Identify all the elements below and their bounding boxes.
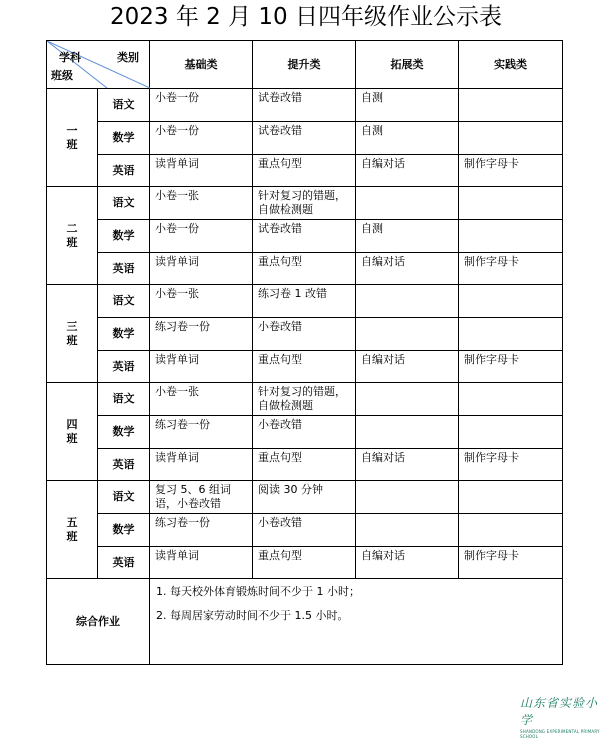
homework-cell-extension (356, 285, 459, 318)
homework-cell-extension (356, 416, 459, 449)
homework-cell-basic: 读背单词 (150, 155, 253, 187)
homework-cell-advanced: 重点句型 (253, 547, 356, 579)
general-note: 2. 每周居家劳动时间不少于 1.5 小时。 (156, 609, 349, 622)
homework-cell-practice (459, 514, 563, 547)
homework-cell-advanced: 小卷改错 (253, 318, 356, 351)
homework-cell-basic: 小卷一份 (150, 89, 253, 122)
homework-cell-practice: 制作字母卡 (459, 449, 563, 481)
general-homework-row (47, 579, 563, 665)
table-row (47, 547, 563, 579)
homework-cell-practice (459, 89, 563, 122)
homework-cell-practice (459, 481, 563, 514)
logo-subtitle: SHANDONG EXPERIMENTAL PRIMARY SCHOOL (520, 729, 600, 739)
homework-cell-extension: 自编对话 (356, 253, 459, 285)
table-row (47, 253, 563, 285)
homework-cell-advanced: 针对复习的错题，自做检测题 (253, 187, 356, 220)
homework-cell-practice: 制作字母卡 (459, 351, 563, 383)
homework-cell-practice: 制作字母卡 (459, 253, 563, 285)
homework-table (46, 40, 563, 665)
homework-cell-basic: 小卷一份 (150, 220, 253, 253)
homework-cell-practice: 制作字母卡 (459, 155, 563, 187)
class-name-cell: 五 班 (47, 481, 98, 579)
homework-cell-extension: 自编对话 (356, 547, 459, 579)
homework-cell-basic: 练习卷一份 (150, 514, 253, 547)
table-row (47, 220, 563, 253)
homework-cell-advanced: 阅读 30 分钟 (253, 481, 356, 514)
homework-cell-basic: 复习 5、6 组词语，小卷改错 (150, 481, 253, 514)
column-header-advanced: 提升类 (253, 41, 356, 89)
column-header-practice: 实践类 (459, 41, 563, 89)
column-header-extension: 拓展类 (356, 41, 459, 89)
homework-cell-practice: 制作字母卡 (459, 547, 563, 579)
homework-cell-extension (356, 514, 459, 547)
homework-cell-extension: 自测 (356, 89, 459, 122)
homework-cell-basic: 小卷一张 (150, 285, 253, 318)
homework-cell-extension (356, 383, 459, 416)
homework-cell-advanced: 试卷改错 (253, 122, 356, 155)
homework-cell-practice (459, 416, 563, 449)
homework-cell-basic: 小卷一份 (150, 122, 253, 155)
homework-cell-practice (459, 383, 563, 416)
class-name-cell: 一 班 (47, 89, 98, 187)
table-row (47, 187, 563, 220)
table-row (47, 155, 563, 187)
homework-cell-basic: 小卷一张 (150, 187, 253, 220)
table-row (47, 481, 563, 514)
subject-cell: 英语 (98, 351, 150, 383)
homework-cell-advanced: 小卷改错 (253, 514, 356, 547)
subject-cell: 数学 (98, 318, 150, 351)
school-logo (520, 694, 610, 739)
table-row (47, 449, 563, 481)
table-row (47, 89, 563, 122)
corner-subject-label: 学科 (59, 51, 81, 64)
corner-category-label: 类别 (117, 51, 139, 64)
subject-cell: 数学 (98, 514, 150, 547)
logo-text: 山东省实验小学 (520, 696, 599, 727)
homework-cell-basic: 小卷一张 (150, 383, 253, 416)
homework-cell-basic: 练习卷一份 (150, 318, 253, 351)
homework-cell-advanced: 重点句型 (253, 155, 356, 187)
subject-cell: 语文 (98, 285, 150, 318)
page-title: 2023 年 2 月 10 日四年级作业公示表 (110, 4, 502, 30)
general-homework-label: 综合作业 (47, 579, 150, 665)
subject-cell: 英语 (98, 449, 150, 481)
class-name-cell: 二 班 (47, 187, 98, 285)
column-header-basic: 基础类 (150, 41, 253, 89)
table-row (47, 416, 563, 449)
table-row (47, 122, 563, 155)
homework-cell-extension (356, 481, 459, 514)
homework-cell-extension: 自编对话 (356, 449, 459, 481)
subject-cell: 数学 (98, 122, 150, 155)
header-corner-cell (47, 41, 150, 89)
table-row (47, 514, 563, 547)
homework-cell-advanced: 试卷改错 (253, 220, 356, 253)
homework-cell-extension (356, 318, 459, 351)
homework-cell-advanced: 重点句型 (253, 449, 356, 481)
homework-cell-advanced: 重点句型 (253, 351, 356, 383)
subject-cell: 数学 (98, 220, 150, 253)
homework-cell-practice (459, 220, 563, 253)
general-note: 1. 每天校外体育锻炼时间不少于 1 小时； (156, 585, 360, 598)
subject-cell: 语文 (98, 89, 150, 122)
homework-cell-basic: 练习卷一份 (150, 416, 253, 449)
header-row (47, 41, 563, 89)
subject-cell: 数学 (98, 416, 150, 449)
table-row (47, 351, 563, 383)
general-homework-notes (150, 579, 563, 665)
homework-cell-basic: 读背单词 (150, 253, 253, 285)
homework-cell-extension: 自编对话 (356, 155, 459, 187)
homework-cell-advanced: 试卷改错 (253, 89, 356, 122)
subject-cell: 英语 (98, 253, 150, 285)
class-name-cell: 四 班 (47, 383, 98, 481)
subject-cell: 语文 (98, 481, 150, 514)
homework-cell-practice (459, 285, 563, 318)
class-name-cell: 三 班 (47, 285, 98, 383)
homework-cell-basic: 读背单词 (150, 351, 253, 383)
homework-cell-advanced: 重点句型 (253, 253, 356, 285)
subject-cell: 语文 (98, 383, 150, 416)
homework-cell-advanced: 针对复习的错题，自做检测题 (253, 383, 356, 416)
homework-cell-extension: 自测 (356, 122, 459, 155)
homework-cell-extension: 自编对话 (356, 351, 459, 383)
subject-cell: 英语 (98, 547, 150, 579)
homework-cell-extension (356, 187, 459, 220)
homework-cell-practice (459, 122, 563, 155)
subject-cell: 语文 (98, 187, 150, 220)
table-row (47, 383, 563, 416)
homework-cell-practice (459, 187, 563, 220)
subject-cell: 英语 (98, 155, 150, 187)
table-row (47, 285, 563, 318)
table-row (47, 318, 563, 351)
homework-cell-basic: 读背单词 (150, 547, 253, 579)
homework-cell-advanced: 练习卷 1 改错 (253, 285, 356, 318)
homework-cell-basic: 读背单词 (150, 449, 253, 481)
homework-cell-extension: 自测 (356, 220, 459, 253)
homework-cell-practice (459, 318, 563, 351)
homework-cell-advanced: 小卷改错 (253, 416, 356, 449)
corner-class-label: 班级 (51, 69, 73, 82)
